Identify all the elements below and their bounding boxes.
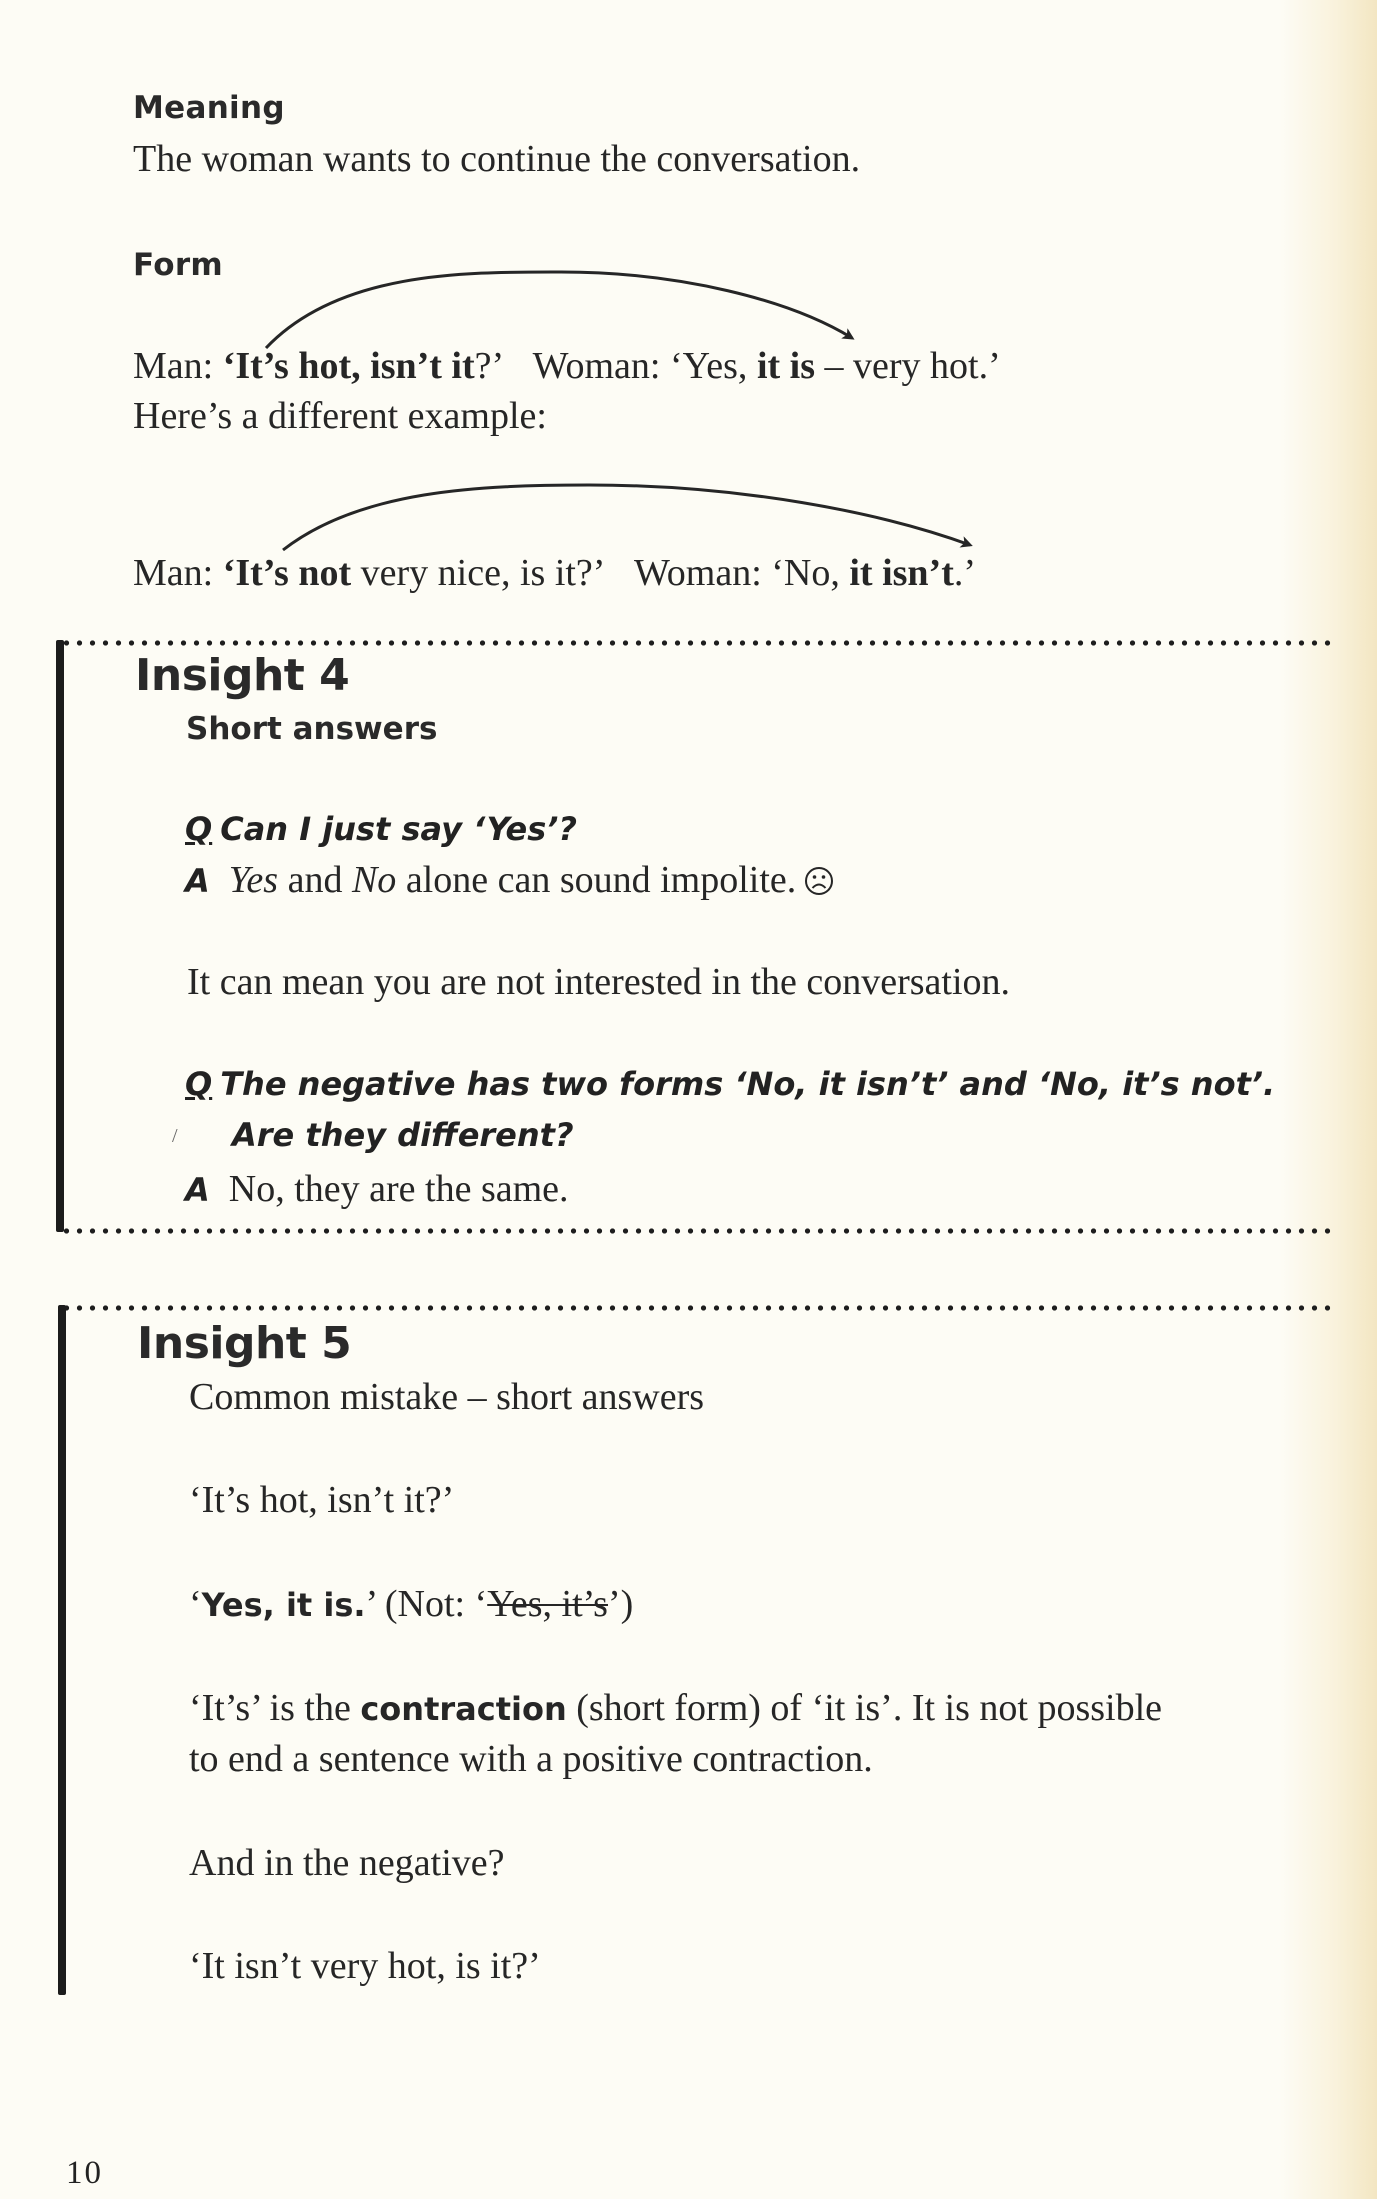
frown-face-icon [804,866,834,896]
form-arrows [0,0,1377,620]
meaning-heading: Meaning [133,90,285,126]
bold-its: ‘It’s hot, [222,345,371,387]
insight5-example-question: ‘It’s hot, isn’t it?’ [189,1479,455,1521]
insight4-note: It can mean you are not interested in the conversation. [187,961,1011,1003]
insight4-q2: Q The negative has two forms ‘No, it isn’t’ and ‘No, it’s not’. [185,1065,1276,1103]
insight5-top-border [60,1305,1335,1311]
insight5-subtitle: Common mistake – short answers [189,1376,705,1418]
insight4-top-border [60,640,1335,646]
key-term: contraction [360,1690,567,1728]
form-transition: Here’s a different example: [133,395,547,437]
insight4-subtitle: Short answers [186,711,438,747]
question-tag: isn’t it [370,345,475,387]
arrow-icon [266,272,852,348]
a-label: A [185,862,210,900]
insight4-a2: A No, they are the same. [185,1168,569,1210]
insight4-title: Insight 4 [135,650,350,701]
q-label: Q [185,1065,213,1103]
form-heading: Form [133,247,224,283]
insight5-title: Insight 5 [137,1318,352,1369]
arrow-icon [283,485,970,550]
insight4-q1: Q Can I just say ‘Yes’? [185,810,577,848]
incorrect-form: Yes, it’s [487,1583,608,1625]
negative-not: not [298,552,352,594]
form-example-2: Man: ‘It’s not very nice, is it?’ Woman: ‘No, it isn’t.’ [133,552,977,594]
insight5-negative-question: And in the negative? [189,1842,505,1884]
insight5-explanation-line2: to end a sentence with a positive contraction. [189,1738,873,1780]
page-number: 10 [66,2155,103,2191]
insight4-q2-line2: Are they different? [232,1116,574,1154]
short-answer: it is [756,345,815,387]
insight5-explanation-line1: ‘It’s’ is the contraction (short form) of ‘it is’. It is not possible [189,1687,1163,1729]
correct-form: Yes, it is. [201,1586,366,1624]
q-label: Q [185,810,213,848]
meaning-text: The woman wants to continue the conversation. [133,138,861,180]
insight4-a1: A Yes and No alone can sound impolite. [185,858,834,902]
insight4-left-bar [56,640,64,1232]
form-example-1: Man: ‘It’s hot, isn’t it?’ Woman: ‘Yes, it is – very hot.’ [133,345,1001,387]
insight5-left-bar [58,1305,66,1995]
insight5-negative-example: ‘It isn’t very hot, is it?’ [189,1945,541,1987]
pencil-tick-mark: / [172,1125,178,1147]
short-answer: it isn’t [849,552,954,594]
insight5-correct-answer: ‘Yes, it is.’ (Not: ‘Yes, it’s’) [189,1583,634,1625]
insight4-bottom-border [60,1228,1335,1234]
a-label: A [185,1171,210,1209]
